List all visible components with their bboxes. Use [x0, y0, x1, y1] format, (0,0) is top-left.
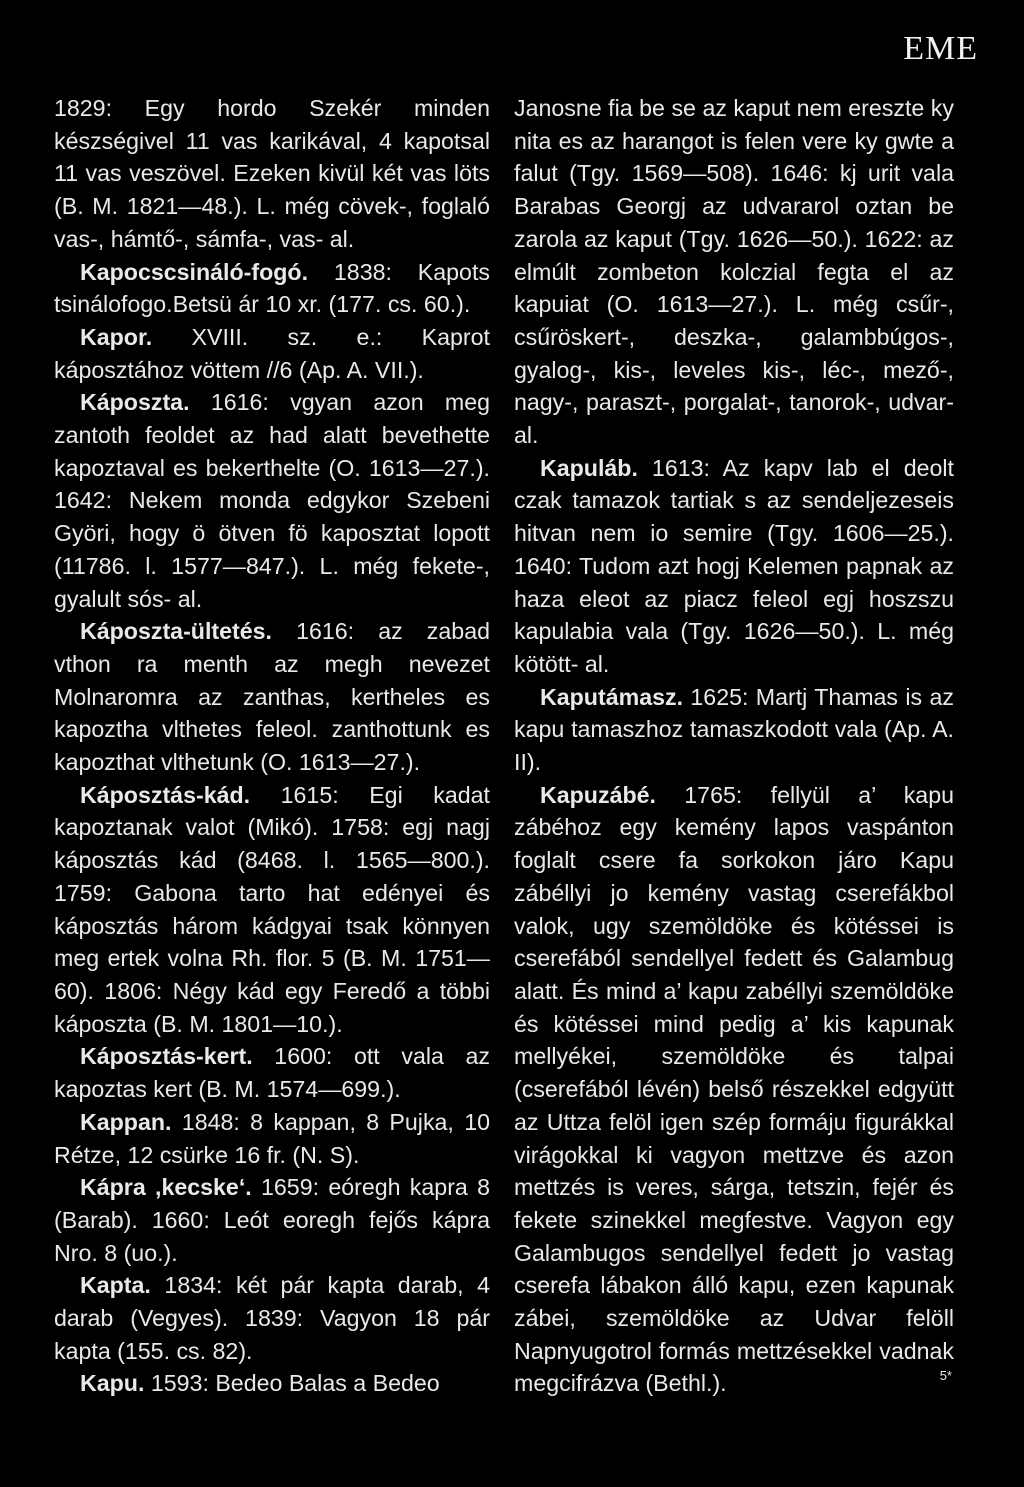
entry-text: 1659: eóregh kapra 8 (Barab). 1660: Leót eoregh fejős kápra Nro. 8 (uo.). [54, 1174, 490, 1266]
dictionary-entry [54, 321, 490, 386]
entry-headword: Káposzta. [80, 389, 190, 416]
entry-headword: Kapta. [80, 1272, 151, 1299]
entry-text: 1765: fellyül a’ kapu zábéhoz egy kemény lapos vaspánton foglalt csere fa sorkokon járo Kapu zábéllyi jo kemény vastag cserefákbol valok, ugy szemöldöke és kötéssei is cserefából sendellyel fedett és Galambug alatt. És mind a’ kapu zabéllyi szemöldöke és kötéssei mind pedig a’ kis kapunak mellyékei, szemöldöke és talpai (cserefából lévén) belső részekkel edgyütt az Uttza felöl igen szép formáju figurákkal virágokkal ki vagyon mettzve és azon mettzés is veres, sárga, tetszin, fejér és fekete szinekkel megfestve. Vagyon egy Galambugos sendellyel fedett jo vastag cserefa lábakon álló kapu, ezen kapunak zábei, szemöldöke az Udvar felöll Napnyugotrol formás mettzésekkel vadnak megcifrázva (Bethl.). [514, 781, 954, 1397]
dictionary-entry [54, 1269, 490, 1367]
entry-text: 1616: az zabad vthon ra menth az megh nevezet Molnaromra az zanthas, kertheles es kapoztha vlthetes feleol. zanthottunk es kapozthat vlthetunk (O. 1613—27.). [54, 618, 490, 776]
entry-text: 1834: két pár kapta darab, 4 darab (Vegyes). 1839: Vagyon 18 pár kapta (155. cs. 82). [54, 1272, 490, 1364]
entry-text: 1625: Martj Thamas is az kapu tamaszhoz tamaszkodott vala (Ap. A. II). [514, 683, 954, 776]
entry-text: Janosne fia be se az kaput nem ereszte ky nita es az harangot is felen vere ky gwte a falut (Tgy. 1569—508). 1646: kj urit vala Barabas Georgj az udvararol oztan be zarola az kaput (Tgy. 1626—50.). 1622: az elmúlt zombeton kolczial fegta el az kapuiat (O. 1613—27.). L. még csűr-, csűröskert-, deszka-, galambbúgos-, gyalog-, kis-, leveles kis-, léc-, mező-, nagy-, paraszt-, porgalat-, tanorok-, udvar- al. [514, 95, 954, 449]
dictionary-entry [54, 92, 490, 256]
dictionary-entry [54, 1106, 490, 1171]
entry-headword: Kaputámasz. [540, 683, 684, 710]
dictionary-entry [54, 1171, 490, 1269]
dictionary-entry [514, 452, 954, 681]
entry-text: 1593: Bedeo Balas a Bedeo [144, 1370, 440, 1397]
entry-text: 1848: 8 kappan, 8 Pujka, 10 Rétze, 12 csürke 16 fr. (N. S). [54, 1108, 490, 1168]
dictionary-entry [54, 615, 490, 779]
entry-headword: Káposztás-kád. [80, 781, 251, 808]
dictionary-entry [54, 1367, 490, 1400]
entry-headword: Kapuláb. [540, 454, 638, 481]
entry-headword: Kapocscsináló-fogó. [80, 258, 309, 285]
entry-text: 1613: Az kapv lab el deolt czak tamazok tartiak s az sendeljezeseis hitvan nem io semire (Tgy. 1606—25.). 1640: Tudom azt hogj Kelemen papnak az haza eleot az piacz feleol egj hoszszu kapulabia vala (Tgy. 1626—50.). L. még kötött- al. [514, 454, 954, 677]
entry-text: 1615: Egi kadat kapoztanak valot (Mikó). 1758: egj nagj káposztás kád (8468. l. 1565—800.). 1759: Gabona tarto hat edényei és káposztás három kádgyai tsak könnyen meg ertek volna Rh. flor. 5 (B. M. 1751—60). 1806: Négy kád egy Feredő a többi káposzta (B. M. 1801—10.). [54, 781, 490, 1037]
entry-headword: Kapor. [80, 323, 153, 350]
entry-headword: Kapu. [80, 1370, 145, 1397]
entry-text: 1616: vgyan azon meg zantoth feoldet az had alatt bevethette kapoztaval es bekerthelte (O. 1613—27.). 1642: Nekem monda edgykor Szebeni Györi, hogy ö ötven fö kaposztat lopott (11786. l. 1577—847.). L. még fekete-, gyalult sós- al. [54, 389, 490, 612]
entry-text: 1829: Egy hordo Szekér minden készségivel 11 vas karikával, 4 kapotsal 11 vas veszövel. Ezeken kivül két vas löts (B. M. 1821—48.). L. még cövek-, foglaló vas-, hámtő-, sámfa-, vas- al. [54, 95, 490, 252]
entry-headword: Kappan. [80, 1108, 172, 1135]
entry-text: XVIII. sz. e.: Kaprot káposztához vöttem //6 (Ap. A. VII.). [54, 323, 490, 383]
entry-headword: Kapuzábé. [540, 781, 656, 808]
dictionary-entry [514, 681, 954, 779]
entry-headword: Káposzta-ültetés. [80, 618, 272, 645]
entry-headword: Káposztás-kert. [80, 1043, 253, 1070]
dictionary-entry [54, 1040, 490, 1105]
right-column [514, 92, 954, 1400]
dictionary-entry [54, 779, 490, 1041]
entry-headword: Kápra ,kecske‘. [80, 1174, 252, 1201]
entry-text: 1600: ott vala az kapoztas kert (B. M. 1574—699.). [54, 1043, 490, 1103]
publisher-logo: EME [903, 30, 978, 67]
page-mark: 5* [939, 1368, 952, 1383]
dictionary-entry [54, 386, 490, 615]
left-column [54, 92, 490, 1400]
dictionary-entry [54, 256, 490, 321]
dictionary-entry [514, 92, 954, 452]
entry-text: 1838: Kapots tsinálofogo.Betsü ár 10 xr. (177. cs. 60.). [54, 258, 490, 318]
dictionary-entry [514, 779, 954, 1400]
